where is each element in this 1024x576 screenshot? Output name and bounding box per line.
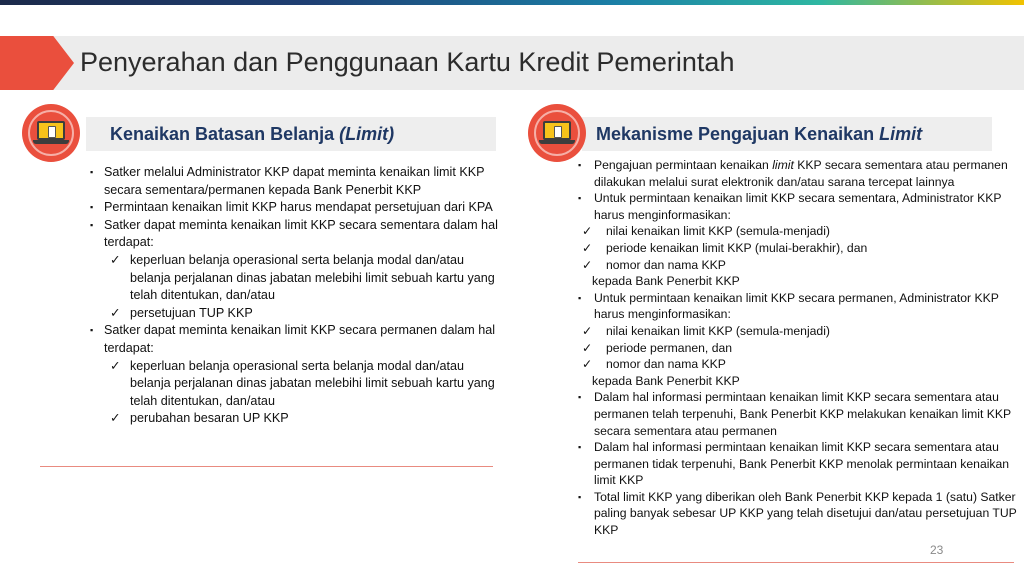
- list-item-text: kepada Bank Penerbit KKP: [592, 274, 740, 289]
- square-bullet-icon: ▪: [578, 442, 582, 453]
- right-laptop-icon: [528, 104, 586, 162]
- right-section-header: [582, 117, 992, 151]
- checkmark-icon: ✓: [582, 340, 593, 355]
- page-number: 23: [930, 543, 944, 557]
- list-item-text: Dalam hal informasi permintaan kenaikan limit KKP secara sementara atau permanen telah terpenuhi, Bank Penerbit KKP melakukan kenaikan limit KKP secara sementara atau permanen: [594, 390, 1011, 438]
- checkmark-icon: ✓: [110, 411, 121, 426]
- list-item: [578, 223, 1018, 240]
- list-item: [90, 217, 500, 252]
- checkmark-icon: ✓: [582, 257, 593, 272]
- list-item: [578, 439, 1018, 489]
- list-item: [578, 340, 1018, 357]
- list-item: [578, 157, 1018, 190]
- list-item-text: Satker dapat meminta kenaikan limit KKP secara sementara dalam hal terdapat:: [104, 217, 498, 250]
- checkmark-icon: ✓: [110, 305, 121, 320]
- checkmark-icon: ✓: [582, 240, 593, 255]
- list-item-text: Permintaan kenaikan limit KKP harus mendapat persetujuan dari KPA: [104, 200, 493, 215]
- left-section-header: [86, 117, 496, 151]
- right-bullet-list: [578, 157, 1018, 539]
- checkmark-icon: ✓: [582, 323, 593, 338]
- square-bullet-icon: ▪: [578, 392, 582, 403]
- square-bullet-icon: ▪: [90, 219, 94, 230]
- right-section-heading: Mekanisme Pengajuan Kenaikan Limit: [596, 124, 923, 144]
- list-item: [90, 305, 500, 323]
- list-item: [90, 252, 500, 305]
- checkmark-icon: ✓: [110, 252, 121, 267]
- square-bullet-icon: ▪: [578, 160, 582, 170]
- list-item: [90, 410, 500, 428]
- list-item: [90, 322, 500, 357]
- list-item: [578, 323, 1018, 340]
- left-bullet-list: [90, 164, 500, 428]
- list-item-text: Satker dapat meminta kenaikan limit KKP secara permanen dalam hal terdapat:: [104, 323, 496, 355]
- list-item-text: Pengajuan permintaan kenaikan limit KKP secara sementara atau permanen dilakukan melalui surat elektronik dan/atau sarana tercepat lainnya: [594, 158, 1008, 189]
- square-bullet-icon: ▪: [90, 202, 94, 213]
- list-item-text: nomor dan nama KKP: [606, 257, 726, 272]
- list-item-text: perubahan besaran UP KKP: [130, 411, 289, 426]
- list-item: [578, 273, 1018, 290]
- list-item: [578, 373, 1018, 390]
- list-item: [578, 389, 1018, 439]
- list-item: [90, 199, 500, 217]
- right-divider: [578, 562, 1014, 563]
- list-item: [578, 257, 1018, 274]
- list-item-text: periode permanen, dan: [606, 340, 733, 355]
- checkmark-icon: ✓: [110, 358, 121, 373]
- slide-title: Penyerahan dan Penggunaan Kartu Kredit Pemerintah: [80, 47, 735, 77]
- list-item-text: nilai kenaikan limit KKP (semula-menjadi): [606, 323, 830, 338]
- list-item-text: persetujuan TUP KKP: [130, 305, 253, 320]
- list-item: [578, 290, 1018, 323]
- square-bullet-icon: ▪: [90, 167, 94, 177]
- list-item-text: Untuk permintaan kenaikan limit KKP secara permanen, Administrator KKP harus menginformasikan:: [594, 290, 999, 322]
- list-item-text: nomor dan nama KKP: [606, 357, 726, 372]
- list-item-text: Satker melalui Administrator KKP dapat meminta kenaikan limit KKP secara sementara/permanen kepada Bank Penerbit KKP: [104, 165, 485, 197]
- list-item: [90, 164, 500, 199]
- left-section-heading: Kenaikan Batasan Belanja (Limit): [110, 124, 395, 144]
- list-item-text: Dalam hal informasi permintaan kenaikan limit KKP secara sementara atau permanen tidak terpenuhi, Bank Penerbit KKP menolak permintaan kenaikan limit KKP: [594, 440, 1010, 488]
- list-item-text: keperluan belanja operasional serta belanja modal dan/atau belanja perjalanan dinas jabatan melebihi limit sebuah kartu yang telah ditentukan, dan/atau: [130, 252, 495, 303]
- list-item-text: nilai kenaikan limit KKP (semula-menjadi): [606, 224, 830, 239]
- list-item: [578, 240, 1018, 257]
- list-item-text: Untuk permintaan kenaikan limit KKP secara sementara, Administrator KKP harus menginformasikan:: [594, 191, 1002, 222]
- checkmark-icon: ✓: [582, 357, 593, 372]
- left-divider: [40, 466, 493, 467]
- left-laptop-icon: [22, 104, 80, 162]
- list-item: [578, 356, 1018, 373]
- list-item: [90, 358, 500, 411]
- square-bullet-icon: ▪: [578, 292, 582, 303]
- list-item: [578, 489, 1018, 539]
- list-item-text: kepada Bank Penerbit KKP: [592, 373, 740, 388]
- square-bullet-icon: ▪: [578, 491, 582, 502]
- square-bullet-icon: ▪: [578, 193, 582, 204]
- list-item-text: periode kenaikan limit KKP (mulai-berakhir), dan: [606, 240, 868, 255]
- square-bullet-icon: ▪: [90, 325, 94, 336]
- list-item-text: Total limit KKP yang diberikan oleh Bank Penerbit KKP kepada 1 (satu) Satker paling banyak sebesar UP KKP yang telah disetujui dan/atau persetujuan TUP KKP: [594, 489, 1017, 538]
- list-item: [578, 190, 1018, 223]
- list-item-text: keperluan belanja operasional serta belanja modal dan/atau belanja perjalanan dinas jabatan melebihi limit sebuah kartu yang telah ditentukan, dan/atau: [130, 358, 495, 408]
- top-accent-bar: [0, 0, 1024, 5]
- checkmark-icon: ✓: [582, 224, 593, 239]
